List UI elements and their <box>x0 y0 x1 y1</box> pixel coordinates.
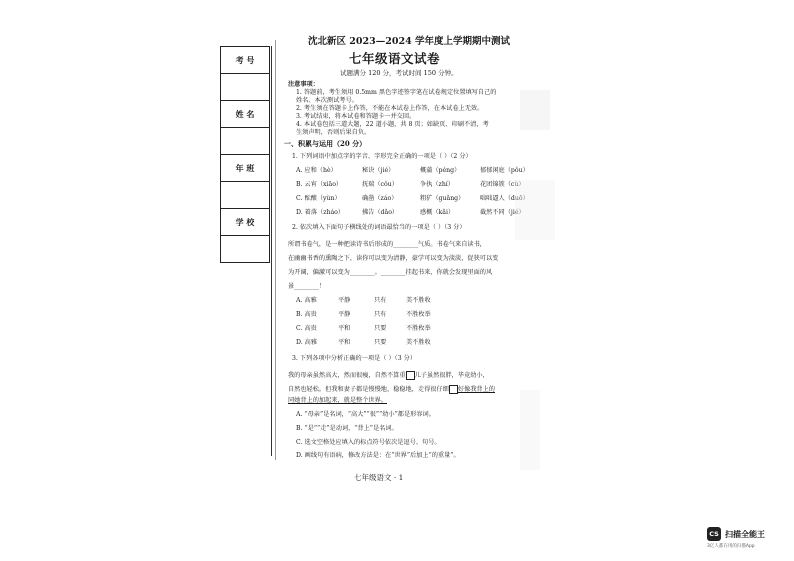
q3-option-b: B. “是”“走”是动词，“背上”是名词。 <box>296 425 398 432</box>
binding-line <box>271 46 272 456</box>
notice-item: 1. 答题前，考生须用 0.5mm 黑色字迹签字笔在试卷规定位置填写自己的 <box>296 89 497 96</box>
school-cell: 学 校 <box>221 209 270 236</box>
notice-label: 注意事项： <box>288 81 319 88</box>
q3-option-c: C. 选文空格处应填入的标点符号依次是逗号、句号。 <box>296 439 441 446</box>
q3-option-a: A. “母亲”是名词，“高大”“很”“幼小”都是形容词。 <box>296 411 435 418</box>
question-3-stem: 3. 下列各项中分析正确的一项是（ ）（3 分） <box>292 355 417 362</box>
q2-option-b: B. 高贵 平静 只有 不胜枚举 <box>296 311 431 318</box>
blank-cell <box>221 128 270 155</box>
camscanner-logo-icon: CS <box>707 527 721 541</box>
score-time-note: 试题满分 120 分，考试时间 150 分钟。 <box>340 69 458 77</box>
name-cell: 姓 名 <box>221 101 270 128</box>
exam-subtitle: 七年级语文试卷 <box>349 51 441 66</box>
q3-passage-line: 自然也轻松。但我和妻子都是慢慢地，稳稳地，走得很仔细 好像我背上的 <box>288 386 495 393</box>
q2-passage-line: 在幽幽书香的熏陶之下，读你可以变为清静，豪学可以变为淡淡，促狭可以变 <box>288 255 499 262</box>
blank-cell <box>221 74 270 101</box>
exam-number-cell: 考 号 <box>221 47 270 74</box>
q2-passage-line: 为开阔，偏激可以变为________。________挂起书来，你就会发现里面的风 <box>288 269 493 276</box>
notice-item: 姓名、本次测试考号。 <box>296 97 358 104</box>
class-cell: 年 班 <box>221 155 270 182</box>
q1-option-c: C. 酝酿（yùn） 确凿（záo） 粗犷（guǎng） 咄咄逼人（duō） <box>296 195 529 202</box>
scanner-watermark <box>707 527 765 541</box>
blank-cell <box>221 236 270 263</box>
q1-option-a: A. 应和（hè） 秘诀（jié） 概蒲（péng） 郁郁闲庭（pǒu） <box>296 167 529 174</box>
section-heading: 一、积累与运用（20 分） <box>284 139 367 148</box>
scanner-app-name: 扫描全能王 <box>725 529 765 539</box>
scan-smudge <box>520 390 540 470</box>
q2-option-d: D. 高雅 平和 只要 美不胜收 <box>296 339 431 346</box>
q2-option-a: A. 高雅 平静 只有 美不胜收 <box>296 297 431 304</box>
punctuation-blank-box <box>406 371 415 380</box>
q2-option-c: C. 高贵 平和 只要 不胜枚举 <box>296 325 431 332</box>
scan-smudge <box>515 180 555 240</box>
q3-passage-line: 同她背上的加起来，就是整个世界。 <box>288 397 387 404</box>
q1-option-b: B. 云宵（xiāo） 抚瑞（cǒu） 争执（zhí） 花团锦簇（cù） <box>296 181 525 188</box>
scanner-tagline: 3亿人都在用的扫描App <box>707 544 755 549</box>
question-1-stem: 1. 下列词语中加点字的字音、字形完全正确的一项是（ ）（2 分） <box>292 153 472 160</box>
q1-option-d: D. 着落（zháo） 拂告（dǎo） 感概（kǎi） 截然不同（jié） <box>296 209 525 216</box>
exam-title: 沈北新区 2023—2024 学年度上学期期中测试 <box>308 36 510 47</box>
notice-item: 4. 本试卷包括三道大题，22 道小题，共 8 页；如缺页、印刷不清，考 <box>296 121 489 128</box>
notice-item: 2. 考生须在答题卡上作答，不能在本试卷上作答，在本试卷上无效。 <box>296 105 484 112</box>
notice-item: 3. 考试结束，将本试卷和答题卡一并交回。 <box>296 113 416 120</box>
notice-item: 生须声明，否则后果自负。 <box>296 129 371 136</box>
q3-passage-line: 我的母亲虽然高大，然而很瘦，自然不算重 儿子虽然很胖，毕竟幼小， <box>288 372 489 379</box>
blank-cell <box>221 182 270 209</box>
question-2-stem: 2. 依次填入下面句子横线处的词语最恰当的一项是（ ）（3 分） <box>292 224 466 231</box>
punctuation-blank-box <box>449 385 458 394</box>
q2-passage-line: 所谓书卷气，是一种把读诗书后形成的________气质。书卷气来自读书， <box>288 241 486 248</box>
q2-passage-line: 景________！ <box>288 283 326 290</box>
page-footer: 七年级语文 · 1 <box>354 473 404 482</box>
binding-line-secondary <box>275 40 276 460</box>
q3-option-d: D. 画线句有语病，修改方法是：在“世界”后加上“的重量”。 <box>296 452 460 459</box>
candidate-info-table <box>220 46 270 263</box>
scan-smudge <box>520 90 550 130</box>
